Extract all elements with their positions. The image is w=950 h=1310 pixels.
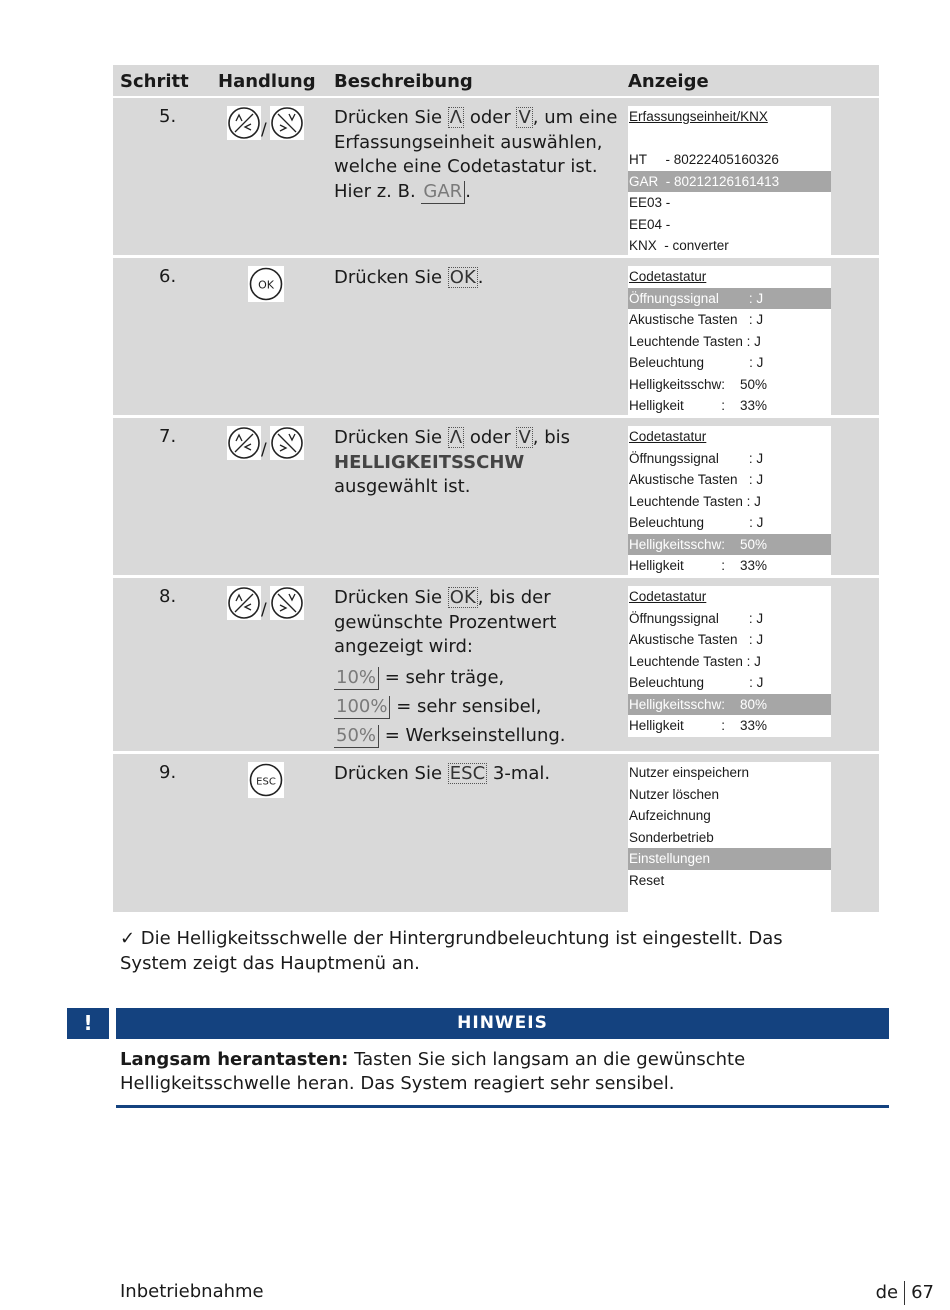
desc-text: oder <box>464 427 517 448</box>
notice-title: HINWEIS <box>116 1008 889 1039</box>
esc-icon-label: ESC <box>256 776 276 788</box>
up-down-buttons <box>227 586 307 622</box>
step-description <box>334 762 619 787</box>
value-10: 10% <box>334 667 379 690</box>
display-line: Leuchtende Tasten : J <box>629 653 761 669</box>
table-header <box>113 65 879 98</box>
value-meaning: = sehr sensibel, <box>390 695 542 717</box>
ok-icon-label: OK <box>258 278 274 292</box>
desc-text: , um eine Erfassungseinheit auswählen, welche eine Codetastatur ist. Hier z. B. <box>334 107 618 202</box>
notice-text: Tasten Sie sich langsam an die gewünschte Helligkeitsschwelle heran. Das System reagiert sehr sensibel. <box>120 1049 746 1094</box>
slash-separator: / <box>261 120 267 140</box>
display-line-selected: Helligkeitsschw: 80% <box>628 694 831 716</box>
down-right-icon <box>270 106 304 140</box>
display-line: Helligkeitsschw: 50% <box>629 376 768 392</box>
step-number: 8. <box>159 586 177 607</box>
display-screen <box>628 106 831 257</box>
notice-body <box>120 1048 860 1096</box>
table-row <box>113 258 879 418</box>
step-number: 7. <box>159 426 177 447</box>
desc-text: Drücken Sie <box>334 107 448 128</box>
display-line: Akustische Tasten : J <box>629 472 764 487</box>
ok-button-icon <box>248 266 284 302</box>
value-100: 100% <box>334 696 390 719</box>
value-meaning: = Werkseinstellung. <box>379 724 566 746</box>
display-line <box>628 128 831 150</box>
step-description <box>334 426 619 500</box>
desc-text: Drücken Sie <box>334 587 448 608</box>
footer-section: Inbetriebnahme <box>120 1281 264 1302</box>
display-line: HT - 80222405160326 <box>629 152 779 167</box>
display-line: Reset <box>629 872 665 888</box>
desc-text: ausgewählt ist. <box>334 476 471 497</box>
key-up: Λ <box>449 427 463 448</box>
slash-separator: / <box>261 440 267 460</box>
step-number: 5. <box>159 106 177 127</box>
value-list <box>334 663 619 750</box>
header-schritt: Schritt <box>120 71 189 92</box>
display-line: Helligkeit : 33% <box>629 718 768 733</box>
desc-text: Drücken Sie <box>334 427 448 448</box>
display-line: Erfassungseinheit/KNX <box>629 109 768 124</box>
display-line: Codetastatur <box>629 269 707 284</box>
display-line-selected: Öffnungssignal : J <box>628 288 831 310</box>
desc-text: , bis der gewünschte Prozentwert angezeigt wird: <box>334 587 557 657</box>
step-number: 9. <box>159 762 177 783</box>
display-line: Nutzer löschen <box>629 786 720 802</box>
key-ok: OK <box>449 587 476 608</box>
display-line: Beleuchtung : J <box>629 515 764 530</box>
instruction-table <box>113 65 879 912</box>
display-line: Beleuchtung : J <box>629 675 764 690</box>
desc-text: , bis <box>532 427 571 448</box>
desc-text: oder <box>464 107 517 128</box>
table-row <box>113 578 879 754</box>
display-line: Nutzer einspeichern <box>629 765 750 780</box>
value-item <box>334 721 619 750</box>
table-row <box>113 98 879 258</box>
page-number <box>876 1281 934 1305</box>
up-down-buttons <box>227 426 307 462</box>
display-line: KNX - converter <box>629 238 729 253</box>
display-line: EE04 - <box>629 216 671 232</box>
key-down: V <box>518 427 531 448</box>
step-number: 6. <box>159 266 177 287</box>
down-right-icon <box>270 426 304 460</box>
value-50: 50% <box>334 725 379 748</box>
display-line: Aufzeichnung <box>629 808 711 823</box>
display-screen <box>628 762 831 912</box>
step-description <box>334 106 619 204</box>
table-row <box>113 754 879 912</box>
key-up: Λ <box>449 107 463 128</box>
footer-divider <box>904 1281 905 1305</box>
key-ok: OK <box>449 267 476 288</box>
key-esc: ESC <box>449 763 486 784</box>
desc-text: 3-mal. <box>487 763 551 784</box>
value-gar: GAR <box>421 181 465 204</box>
notice-bold: Langsam herantasten: <box>120 1049 349 1070</box>
table-row <box>113 418 879 578</box>
esc-button-icon <box>248 762 284 798</box>
display-screen <box>628 266 831 417</box>
warning-icon: ! <box>67 1008 109 1039</box>
display-line: Codetastatur <box>629 589 707 604</box>
result-text: ✓ Die Helligkeitsschwelle der Hintergrundbeleuchtung ist eingestellt. Das System zeigt das Hauptmenü an. <box>120 928 783 974</box>
desc-text: . <box>465 180 471 202</box>
step-description <box>334 586 619 750</box>
key-down: V <box>518 107 531 128</box>
up-left-icon <box>227 586 261 620</box>
display-line: Leuchtende Tasten : J <box>629 493 761 509</box>
footer-language: de <box>875 1282 899 1303</box>
display-line: Akustische Tasten : J <box>629 632 764 647</box>
slash-separator: / <box>261 600 267 620</box>
display-line-selected: Einstellungen <box>628 848 831 870</box>
display-line: Codetastatur <box>629 429 707 444</box>
up-left-icon <box>227 106 261 140</box>
up-down-buttons <box>227 106 307 142</box>
display-line: Helligkeit : 33% <box>629 398 768 413</box>
header-beschreibung: Beschreibung <box>334 71 473 92</box>
display-line: EE03 - <box>629 195 671 210</box>
menu-item-name: HELLIGKEITSSCHW <box>334 451 525 473</box>
display-line: Beleuchtung : J <box>629 355 764 370</box>
value-meaning: = sehr träge, <box>379 666 505 688</box>
display-line: Leuchtende Tasten : J <box>629 333 761 349</box>
display-screen <box>628 426 831 577</box>
display-line-selected: GAR - 80212126161413 <box>628 171 831 193</box>
header-handlung: Handlung <box>218 71 316 92</box>
footer-page: 67 <box>911 1282 934 1303</box>
display-line: Akustische Tasten : J <box>629 312 764 327</box>
display-line: Öffnungssignal : J <box>629 610 764 626</box>
display-screen <box>628 586 831 737</box>
value-item <box>334 692 619 721</box>
display-line: Helligkeit : 33% <box>629 558 768 573</box>
desc-text: Drücken Sie <box>334 763 448 784</box>
step-description <box>334 266 619 291</box>
down-right-icon <box>270 586 304 620</box>
desc-text: . <box>477 267 484 288</box>
header-anzeige: Anzeige <box>628 71 709 92</box>
up-left-icon <box>227 426 261 460</box>
display-line: Sonderbetrieb <box>629 829 714 845</box>
notice-divider <box>116 1105 889 1108</box>
display-line-selected: Helligkeitsschw: 50% <box>628 534 831 556</box>
value-item <box>334 663 619 692</box>
desc-text: Drücken Sie <box>334 267 448 288</box>
display-line: Öffnungssignal : J <box>629 450 764 466</box>
